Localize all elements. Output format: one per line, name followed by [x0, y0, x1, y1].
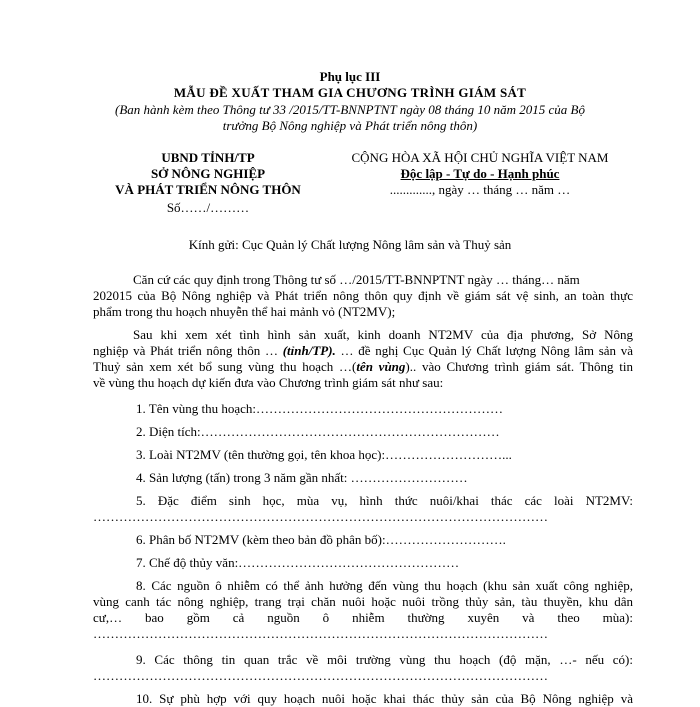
para1-line-1: Căn cứ các quy định trong Thông tư số …/2015/TT-BNNPTNT ngày … tháng… năm — [133, 272, 580, 287]
document-number: Số……/……… — [166, 200, 250, 215]
department-line-2: VÀ PHÁT TRIỂN NÔNG THÔN — [115, 182, 301, 197]
province-line: UBND TỈNH/TP — [161, 150, 255, 165]
item-5-characteristics: 5. Đặc điểm sinh học, mùa vụ, hình thức nuôi/khai thác các loài NT2MV: — [136, 493, 633, 508]
item-5-fill-line: …………………………………………………………………………………………… — [93, 509, 548, 524]
item-1-harvest-area-name: 1. Tên vùng thu hoạch:………………………………………………… — [136, 401, 503, 416]
nation-name: CỘNG HÒA XÃ HỘI CHỦ NGHĨA VIỆT NAM — [351, 150, 609, 165]
form-subtitle-line-2: trưởng Bộ Nông nghiệp và Phát triển nông thôn) — [222, 118, 478, 133]
para1-line-3: phẩm trong thu hoạch nhuyễn thể hai mảnh vỏ (NT2MV); — [93, 304, 396, 319]
para2-line-4: về vùng thu hoạch dự kiến đưa vào Chương trình giám sát như sau: — [93, 375, 444, 390]
item-9-monitoring: 9. Các thông tin quan trắc về môi trường vùng thu hoạch (độ mặn, …- nếu có): — [136, 652, 633, 667]
recipient-line: Kính gửi: Cục Quản lý Chất lượng Nông lâm sản và Thuỷ sản — [188, 237, 512, 252]
para2-line-1: Sau khi xem xét tình hình sản xuất, kinh doanh NT2MV của địa phương, Sở Nông — [133, 327, 633, 342]
para1-line-2: 202015 của Bộ Nông nghiệp và Phát triển nông thôn quy định về giám sát vệ sinh, an toàn thực — [93, 288, 633, 303]
form-subtitle-line-1: (Ban hành kèm theo Thông tư 33 /2015/TT-BNNPTNT ngày 08 tháng 10 năm 2015 của Bộ — [115, 102, 585, 117]
national-motto: Độc lập - Tự do - Hạnh phúc — [400, 166, 560, 181]
para2-line-3: Thuỷ sản xem xét bổ sung vùng thu hoạch …(tên vùng).. vào Chương trình giám sát. Thông tin — [93, 359, 634, 374]
item-9-fill-line: …………………………………………………………………………………………… — [93, 668, 548, 683]
item-8-pollution-sources-line-1: 8. Các nguồn ô nhiễm có thể ảnh hưởng đến vùng thu hoạch (khu sản xuất công nghiệp, — [136, 578, 633, 593]
item-10-planning-compliance: 10. Sự phù hợp với quy hoạch nuôi hoặc khai thác thủy sản của Bộ Nông nghiệp và — [136, 691, 633, 706]
item-8-pollution-sources-line-2: vùng canh tác nông nghiệp, trang trại chăn nuôi hoặc nuôi trồng thủy sản, tàu thuyền, khu dân — [93, 594, 633, 609]
item-8-pollution-sources-line-3: cư,… bao gồm cả nguồn ô nhiễm thường xuyên và theo mùa): — [93, 610, 633, 625]
item-6-distribution: 6. Phân bố NT2MV (kèm theo bản đồ phân bố):………………………. — [136, 532, 506, 547]
item-7-hydrology: 7. Chế độ thủy văn:…………………………………………… — [136, 555, 460, 570]
department-line-1: SỞ NÔNG NGHIỆP — [150, 166, 266, 181]
item-8-fill-line: …………………………………………………………………………………………… — [93, 626, 548, 641]
item-3-species: 3. Loài NT2MV (tên thường gọi, tên khoa học):………………………... — [136, 447, 512, 462]
item-4-production: 4. Sản lượng (tấn) trong 3 năm gần nhất: ……………………… — [136, 470, 468, 485]
form-title: MẪU ĐỀ XUẤT THAM GIA CHƯƠNG TRÌNH GIÁM SÁT — [173, 85, 527, 100]
date-line: ............., ngày … tháng … năm … — [389, 182, 571, 197]
para2-line-2: nghiệp và Phát triển nông thôn … (tỉnh/TP). … đề nghị Cục Quản lý Chất lượng Nông lâm sản và — [93, 343, 634, 358]
item-2-area-size: 2. Diện tích:…………………………………………………………… — [136, 424, 500, 439]
appendix-label: Phụ lục III — [319, 69, 381, 84]
